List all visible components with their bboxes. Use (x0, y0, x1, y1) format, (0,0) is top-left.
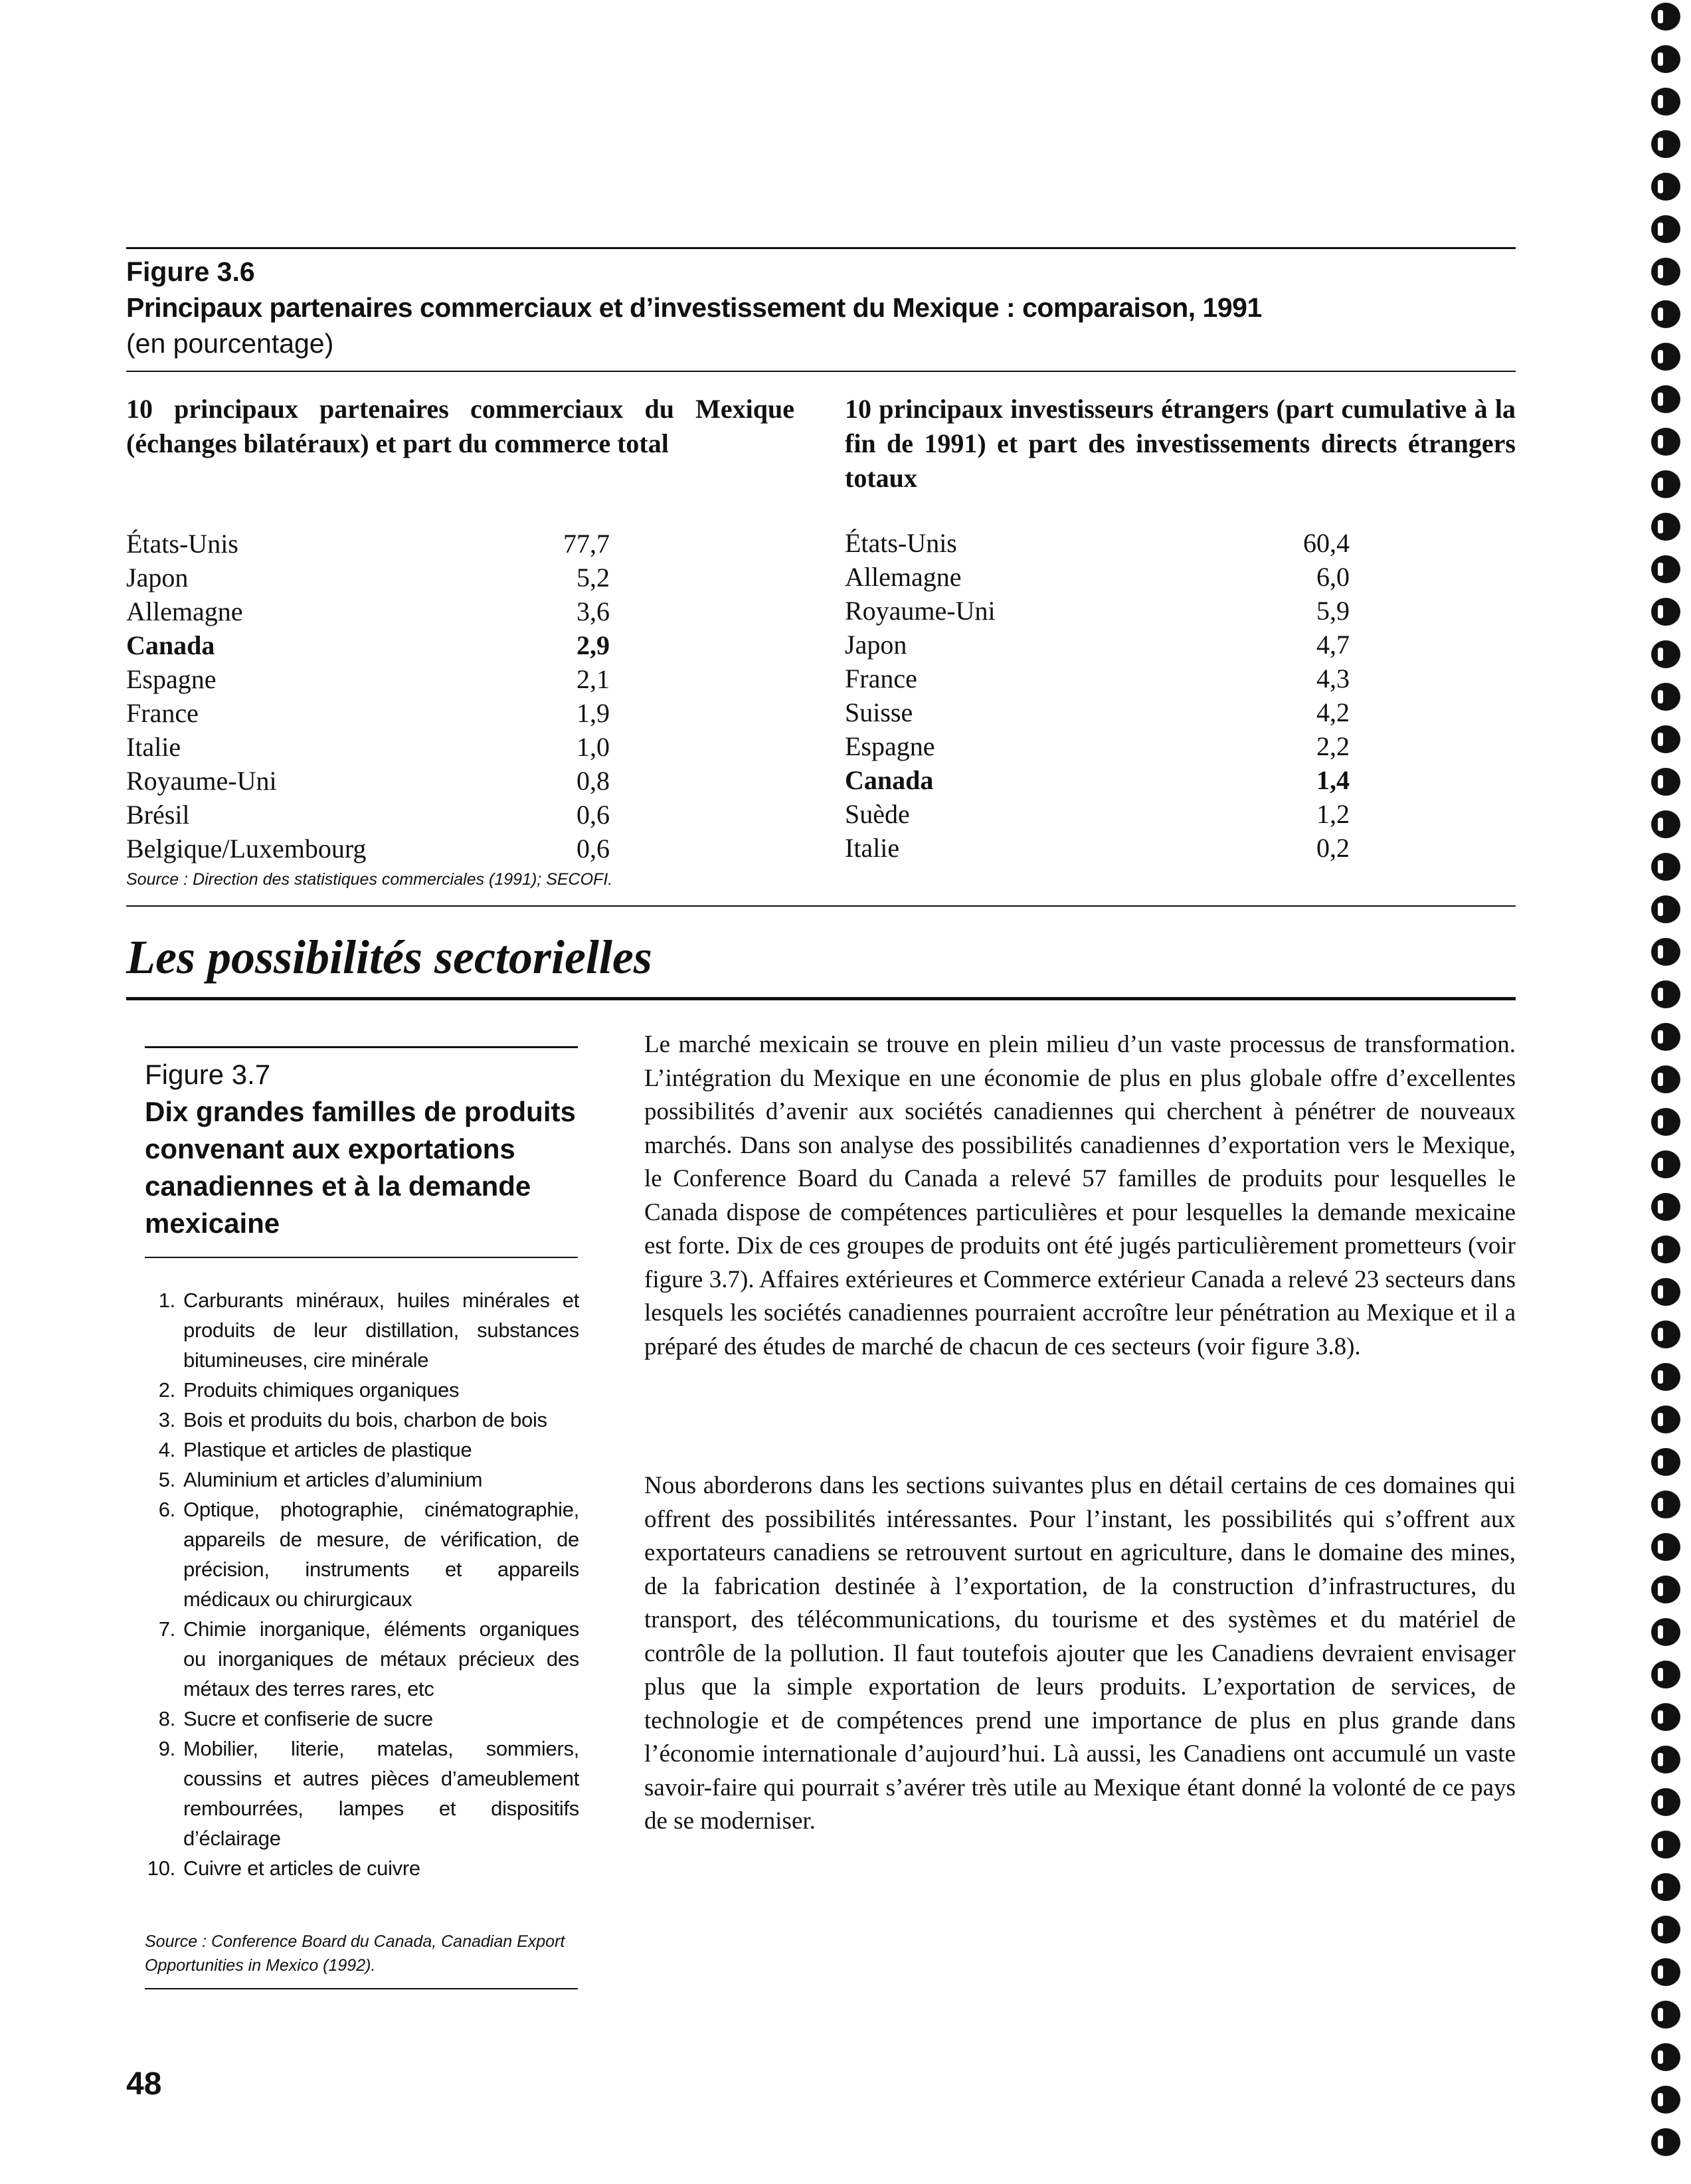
figure36-top-rule (126, 247, 1516, 249)
share-value: 1,0 (577, 732, 610, 762)
item-text: Sucre et confiserie de sucre (183, 1707, 433, 1730)
binding-hole-icon (1651, 1108, 1680, 1136)
binding-hole-icon (1651, 2128, 1680, 2156)
list-item (141, 1614, 579, 1704)
binding-hole-icon (1651, 2086, 1680, 2114)
table-row (126, 696, 610, 730)
table-row (126, 594, 610, 628)
list-item (141, 1704, 579, 1734)
country-name: Allemagne (126, 596, 243, 626)
table-row (845, 831, 1350, 865)
share-value: 60,4 (1303, 528, 1350, 558)
binding-hole-icon (1651, 810, 1680, 838)
country-name: Suisse (845, 697, 913, 727)
binding-hole-icon (1651, 1193, 1680, 1221)
trade-partners-column (126, 392, 794, 461)
figure37-title: Dix grandes familles de produits convenant aux exportations canadiennes et à la demande mexicaine (145, 1096, 576, 1239)
item-number: 1. (158, 1289, 175, 1312)
share-value: 5,2 (577, 563, 610, 592)
item-text: Optique, photographie, cinématographie, appareils de mesure, de vérification, de précision, instruments et appareils médicaux ou chirurgicaux (183, 1498, 579, 1611)
table-row (126, 730, 610, 764)
share-value: 1,9 (577, 698, 610, 728)
trade-partners-heading: 10 principaux partenaires commerciaux du Mexique (échanges bilatéraux) et part du commerce total (126, 394, 794, 458)
figure36-number: Figure 3.6 (126, 256, 255, 287)
figure37-top-rule (145, 1046, 578, 1048)
list-item (141, 1495, 579, 1614)
figure36-header-rule (126, 371, 1516, 372)
item-number: 3. (158, 1408, 175, 1431)
binding-hole-icon (1651, 45, 1680, 73)
figure36-title: Principaux partenaires commerciaux et d’investissement du Mexique : comparaison, 1991 (126, 292, 1262, 323)
share-value: 4,7 (1316, 630, 1350, 660)
country-name: Suède (845, 799, 910, 829)
binding-hole-icon (1651, 1150, 1680, 1178)
binding-hole-icon (1651, 683, 1680, 711)
investors-column (845, 392, 1516, 496)
table-row (845, 560, 1350, 594)
share-value: 2,1 (577, 664, 610, 694)
binding-hole-icon (1651, 1831, 1680, 1859)
country-name: Japon (845, 630, 907, 660)
binding-hole-icon (1651, 215, 1680, 243)
table-row (126, 832, 610, 865)
list-item (141, 1435, 579, 1465)
product-list (141, 1285, 579, 1883)
binding-hole-icon (1651, 1363, 1680, 1391)
table-row (845, 594, 1350, 628)
list-item (141, 1405, 579, 1435)
table-row (845, 628, 1350, 662)
figure37-source: Source : Conference Board du Canada, Canadian Export Opportunities in Mexico (1992). (145, 1932, 565, 1975)
binding-hole-icon (1651, 2043, 1680, 2071)
country-name: Italie (126, 732, 181, 762)
country-name: Espagne (126, 664, 217, 694)
binding-hole-icon (1651, 1065, 1680, 1093)
binding-hole-icon (1651, 1533, 1680, 1561)
item-number: 7. (158, 1617, 175, 1641)
table-row (845, 729, 1350, 763)
share-value: 0,6 (577, 834, 610, 864)
share-value: 0,2 (1316, 833, 1350, 863)
table-row (845, 797, 1350, 831)
table-row (845, 662, 1350, 695)
investors-heading: 10 principaux investisseurs étrangers (part cumulative à la fin de 1991) et part des investissements directs étrangers totaux (845, 394, 1516, 493)
binding-hole-icon (1651, 470, 1680, 498)
table-row-highlight (126, 628, 610, 662)
figure36-source: Source : Direction des statistiques commerciales (1991); SECOFI. (126, 870, 613, 889)
country-name: Japon (126, 563, 189, 592)
binding-hole-icon (1651, 725, 1680, 753)
binding-hole-icon (1651, 1576, 1680, 1603)
binding-hole-icon (1651, 1661, 1680, 1688)
figure36-unit: (en pourcentage) (126, 328, 334, 359)
figure36-bottom-rule (126, 905, 1516, 907)
item-number: 5. (158, 1468, 175, 1491)
binding-hole-icon (1651, 1278, 1680, 1306)
item-text: Cuivre et articles de cuivre (183, 1857, 420, 1880)
figure37-header (145, 1056, 577, 1242)
binding-hole-icon (1651, 1491, 1680, 1518)
binding-hole-icon (1651, 428, 1680, 456)
binding-hole-icon (1651, 598, 1680, 626)
binding-hole-icon (1651, 258, 1680, 286)
item-text: Carburants minéraux, huiles minérales et produits de leur distillation, substances bitumineuses, cire minérale (183, 1289, 579, 1372)
share-value: 2,9 (577, 630, 610, 660)
binding-hole-icon (1651, 1788, 1680, 1816)
share-value: 0,6 (577, 800, 610, 830)
country-name: France (845, 664, 917, 693)
binding-hole-icon (1651, 1873, 1680, 1901)
paragraph-text: Nous aborderons dans les sections suivantes plus en détail certains de ces domaines qui offrent des possibilités intéressantes. Pour l’instant, les possibilités qui s’offrent aux exportateurs canadiens se retrouvent surtout en agriculture, dans le domaine des mines, de la fabrication destinée à l’exportation, de la construction d’infrastructures, du transport, des télécommunications, du tourisme et des systèmes et du matériel de contrôle de la pollution. Il faut toutefois ajouter que les Canadiens devraient envisager plus que la simple exportation de leurs produits. L’exportation de services, de technologie et de compétences prend une importance de plus en plus grande dans l’économie internationale d’aujourd’hui. Là aussi, les Canadiens ont accumulé un vaste savoir-faire qui pourrait s’avérer très utile au Mexique étant donné la volonté de ce pays de se moderniser. (644, 1472, 1516, 1835)
page-number: 48 (126, 2066, 162, 2102)
country-name: Espagne (845, 731, 935, 761)
binding-hole-icon (1651, 1746, 1680, 1774)
country-name: États-Unis (126, 529, 238, 559)
section-title-rule (126, 997, 1516, 1000)
table-row (126, 662, 610, 696)
table-row (126, 764, 610, 798)
binding-hole-icon (1651, 385, 1680, 413)
table-row (126, 561, 610, 594)
table-row (126, 798, 610, 832)
binding-hole-icon (1651, 980, 1680, 1008)
binding-hole-icon (1651, 1448, 1680, 1476)
country-name: États-Unis (845, 528, 957, 558)
binding-hole-icon (1651, 768, 1680, 796)
item-text: Chimie inorganique, éléments organiques ou inorganiques de métaux précieux des métaux des terres rares, etc (183, 1617, 579, 1700)
paragraph-text: Le marché mexicain se trouve en plein milieu d’un vaste processus de transformation. L’intégration du Mexique en une économie de plus en plus globale offre d’excellentes possibilités d’avenir aux sociétés canadiennes qui cherchent à pénétrer de nouveaux marchés. Dans son analyse des possibilités canadiennes d’exportation vers le Mexique, le Conference Board du Canada a relevé 57 familles de produits pour lesquelles le Canada dispose de compétences particulières et pour lesquelles la demande mexicaine est forte. Dix de ces groupes de produits ont été jugés particulièrement prometteurs (voir figure 3.7). Affaires extérieures et Commerce extérieur Canada a relevé 23 secteurs dans lesquels les sociétés canadiennes pourraient accroître leur pénétration au Mexique et il a préparé des études de marché de chacun de ces secteurs (voir figure 3.8). (644, 1031, 1516, 1360)
share-value: 77,7 (563, 529, 610, 559)
item-number: 4. (158, 1438, 175, 1461)
item-text: Produits chimiques organiques (183, 1378, 460, 1402)
list-item (141, 1285, 579, 1375)
binding-hole-icon (1651, 2001, 1680, 2029)
share-value: 1,4 (1316, 765, 1350, 795)
table-row (845, 695, 1350, 729)
figure37-header-rule (145, 1257, 578, 1258)
binding-hole-icon (1651, 555, 1680, 583)
country-name: Belgique/Luxembourg (126, 834, 367, 864)
table-row-highlight (845, 763, 1350, 797)
table-row (845, 526, 1350, 560)
item-text: Aluminium et articles d’aluminium (183, 1468, 483, 1491)
list-item (141, 1734, 579, 1853)
share-value: 4,2 (1316, 697, 1350, 727)
share-value: 6,0 (1316, 562, 1350, 592)
country-name: Canada (845, 765, 934, 795)
list-item (141, 1853, 579, 1883)
binding-hole-icon (1651, 513, 1680, 541)
country-name: Allemagne (845, 562, 962, 592)
section-title: Les possibilités sectorielles (126, 931, 652, 984)
country-name: Royaume-Uni (126, 766, 277, 796)
binding-hole-icon (1651, 173, 1680, 201)
binding-hole-icon (1651, 130, 1680, 158)
binding-hole-icon (1651, 640, 1680, 668)
item-text: Mobilier, literie, matelas, sommiers, coussins et autres pièces d’ameublement rembourrées, lampes et dispositifs d’éclairage (183, 1737, 579, 1850)
binding-hole-icon (1651, 853, 1680, 881)
item-text: Bois et produits du bois, charbon de bois (183, 1408, 547, 1431)
item-number: 2. (158, 1378, 175, 1402)
binding-hole-icon (1651, 938, 1680, 966)
body-paragraph-2 (644, 1469, 1516, 1839)
body-paragraph-1 (644, 1028, 1516, 1364)
list-item (141, 1465, 579, 1495)
item-number: 8. (158, 1707, 175, 1730)
binding-hole-icon (1651, 1023, 1680, 1051)
country-name: Brésil (126, 800, 190, 830)
figure37-number: Figure 3.7 (145, 1059, 271, 1090)
country-name: Canada (126, 630, 215, 660)
binding-hole-icon (1651, 1618, 1680, 1646)
share-value: 0,8 (577, 766, 610, 796)
figure36-header (126, 254, 1514, 361)
binding-hole-icon (1651, 88, 1680, 116)
binding-hole-icon (1651, 1235, 1680, 1263)
country-name: France (126, 698, 199, 728)
figure37-bottom-rule (145, 1988, 578, 1989)
binding-hole-icon (1651, 343, 1680, 371)
share-value: 1,2 (1316, 799, 1350, 829)
country-name: Italie (845, 833, 900, 863)
binding-hole-icon (1651, 3, 1680, 31)
trade-partners-table (126, 527, 610, 865)
list-item (141, 1375, 579, 1405)
binding-hole-icon (1651, 1406, 1680, 1433)
item-number: 10. (147, 1857, 175, 1880)
binding-hole-icon (1651, 895, 1680, 923)
investors-table (845, 526, 1350, 865)
item-number: 9. (158, 1737, 175, 1760)
item-number: 6. (158, 1498, 175, 1521)
country-name: Royaume-Uni (845, 596, 996, 626)
binding-hole-icon (1651, 1320, 1680, 1348)
binding-hole-icon (1651, 300, 1680, 328)
share-value: 5,9 (1316, 596, 1350, 626)
binding-hole-icon (1651, 1703, 1680, 1731)
share-value: 3,6 (577, 596, 610, 626)
table-row (126, 527, 610, 561)
share-value: 2,2 (1316, 731, 1350, 761)
binding-hole-icon (1651, 1916, 1680, 1944)
item-text: Plastique et articles de plastique (183, 1438, 472, 1461)
binding-hole-icon (1651, 1958, 1680, 1986)
share-value: 4,3 (1316, 664, 1350, 693)
